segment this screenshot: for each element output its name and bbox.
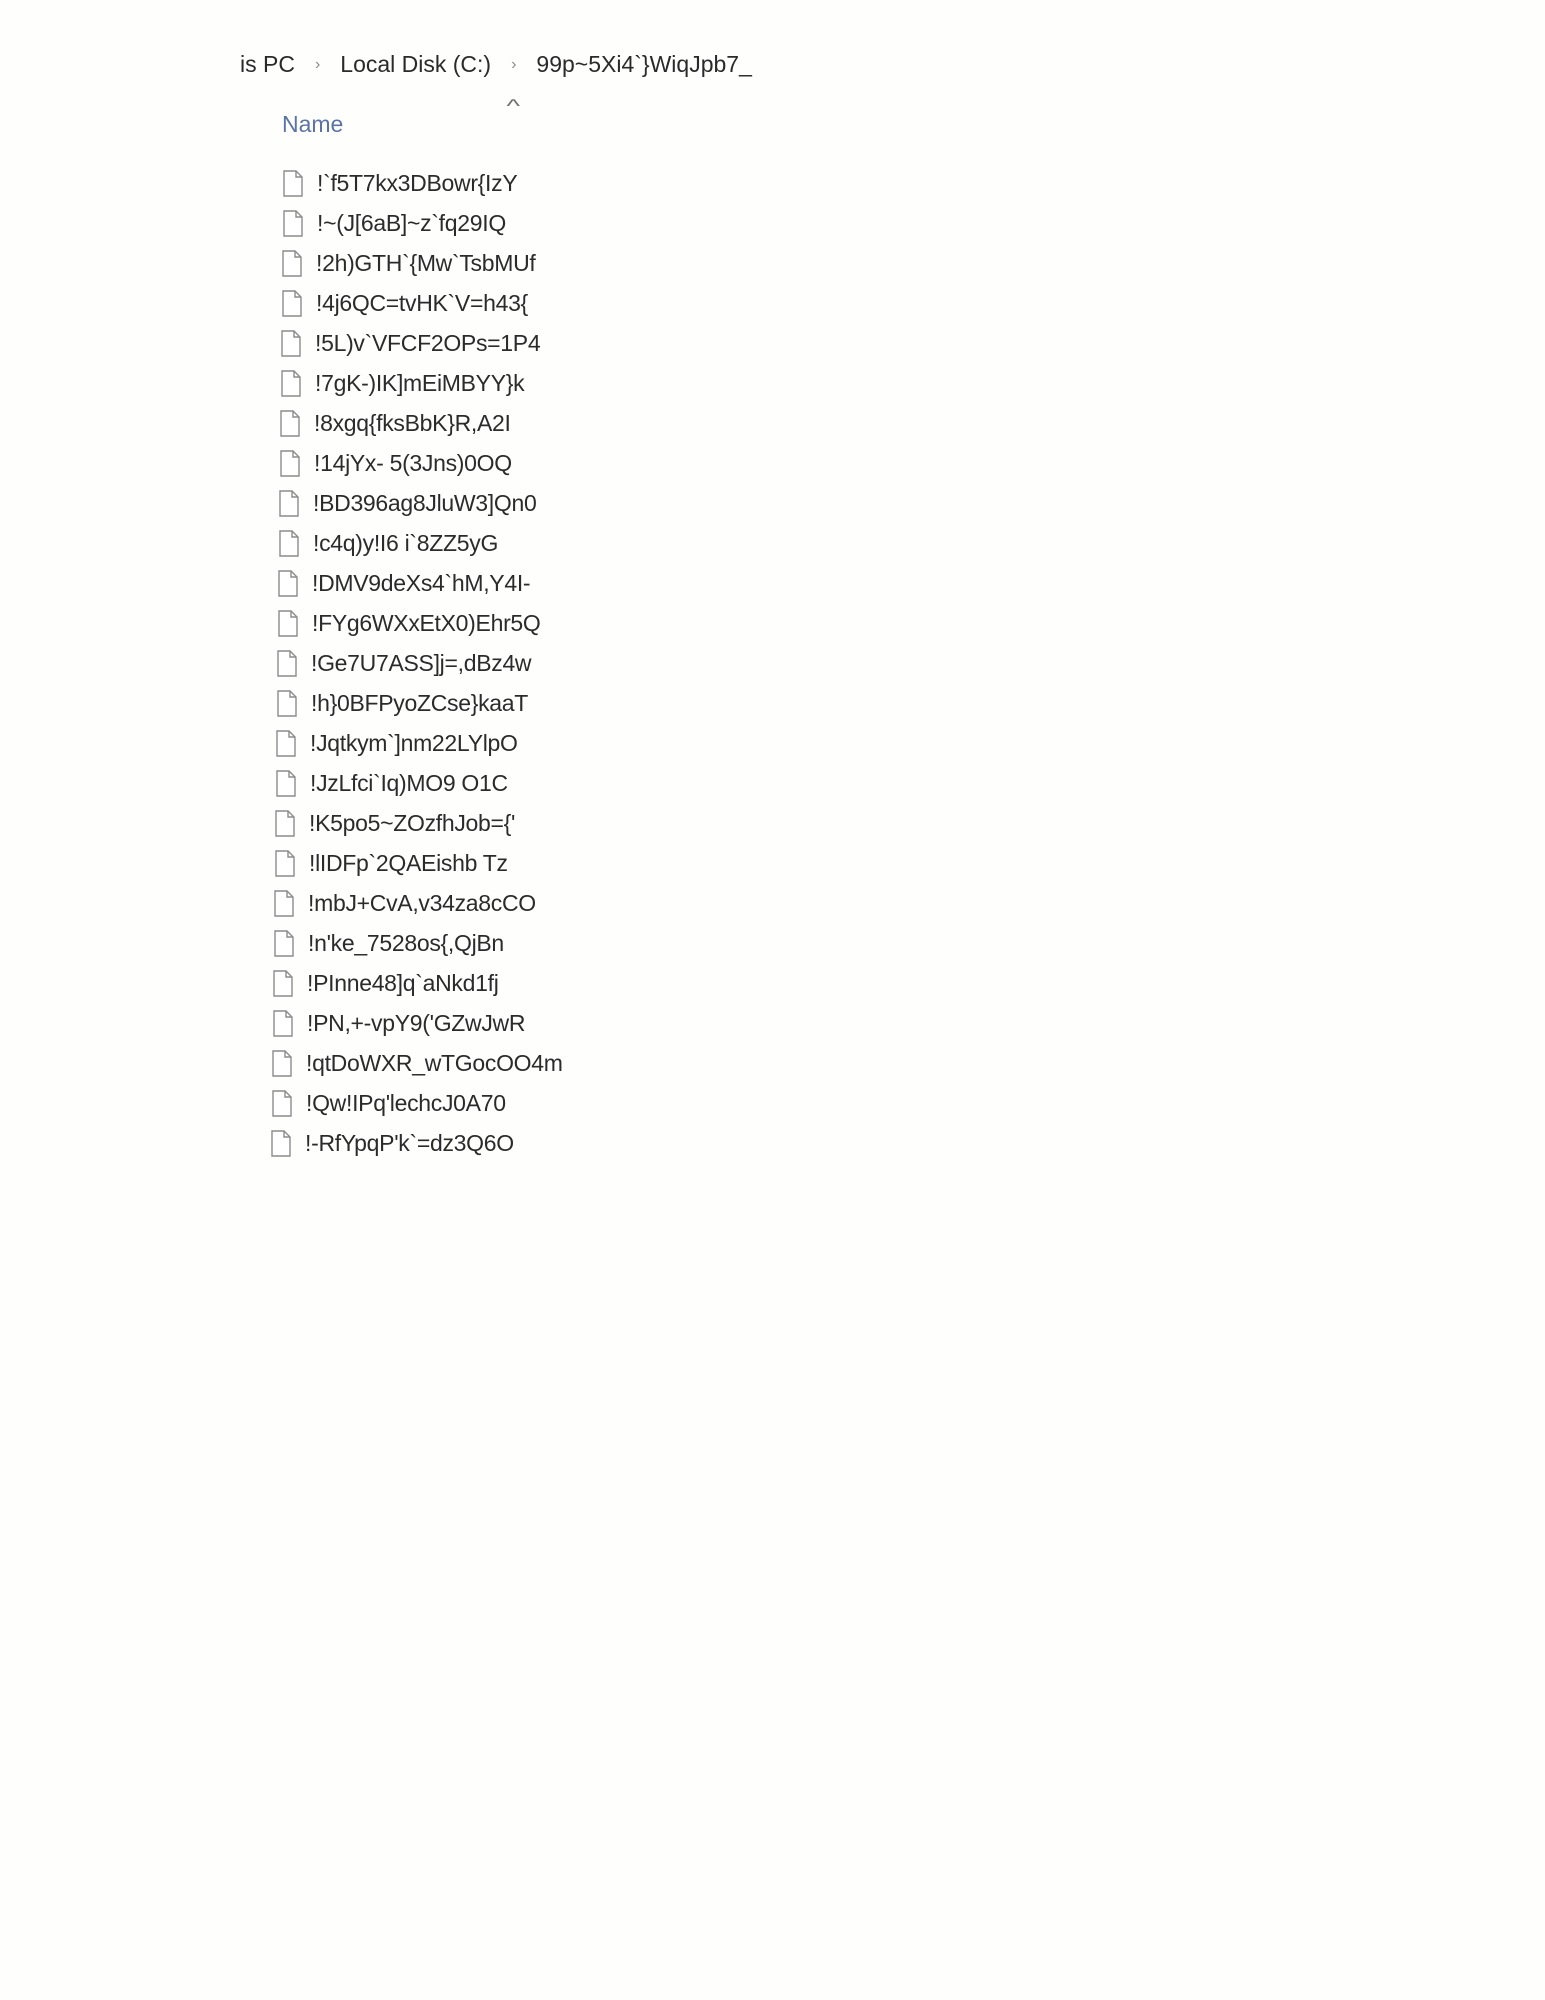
file-name: !Ge7U7ASS]j=,dBz4w (311, 649, 532, 676)
blank-file-icon (280, 410, 300, 437)
file-row[interactable] (280, 403, 563, 443)
file-name: !Qw!IPq'lechcJ0A70 (306, 1089, 506, 1116)
file-name: !PN,+-vpY9('GZwJwR (307, 1009, 526, 1036)
file-row[interactable] (277, 643, 563, 683)
file-row[interactable] (279, 483, 563, 523)
file-name: !Jqtkym`]nm22LYlpO (310, 729, 518, 756)
file-name: !qtDoWXR_wTGocOO4m (306, 1049, 563, 1076)
file-row[interactable] (273, 1003, 563, 1043)
file-row[interactable] (273, 963, 563, 1003)
file-row[interactable] (272, 1083, 563, 1123)
file-row[interactable] (275, 843, 563, 883)
file-list (283, 163, 563, 1163)
file-row[interactable] (283, 203, 563, 243)
file-name: !-RfYpqP'k`=dz3Q6O (305, 1129, 514, 1156)
file-name: !lIDFp`2QAEishb Tz (309, 849, 508, 876)
column-header-name[interactable]: Name (282, 111, 344, 137)
blank-file-icon (283, 170, 303, 197)
blank-file-icon (282, 290, 302, 317)
file-row[interactable] (283, 163, 563, 203)
blank-file-icon (274, 890, 294, 917)
file-name: !4j6QC=tvHK`V=h43{ (316, 289, 528, 316)
breadcrumb (240, 44, 752, 84)
blank-file-icon (281, 330, 301, 357)
file-row[interactable] (274, 883, 563, 923)
breadcrumb-item-this-pc[interactable]: is PC (240, 50, 295, 77)
file-name: !DMV9deXs4`hM,Y4I- (312, 569, 531, 596)
file-name: !FYg6WXxEtX0)Ehr5Q (312, 609, 541, 636)
file-name: !5L)v`VFCF2OPs=1P4 (315, 329, 541, 356)
file-row[interactable] (276, 723, 563, 763)
file-name: !14jYx- 5(3Jns)0OQ (314, 449, 512, 476)
blank-file-icon (278, 570, 298, 597)
file-name: !JzLfci`Iq)MO9 O1C (310, 769, 508, 796)
blank-file-icon (271, 1130, 291, 1157)
blank-file-icon (273, 1010, 293, 1037)
file-row[interactable] (281, 363, 563, 403)
file-row[interactable] (278, 603, 563, 643)
blank-file-icon (277, 690, 297, 717)
file-name: !2h)GTH`{Mw`TsbMUf (316, 249, 536, 276)
blank-file-icon (275, 810, 295, 837)
file-name: !h}0BFPyoZCse}kaaT (311, 689, 529, 716)
file-row[interactable] (281, 323, 563, 363)
blank-file-icon (276, 770, 296, 797)
file-name: !n'ke_7528os{,QjBn (308, 929, 504, 956)
blank-file-icon (274, 930, 294, 957)
file-row[interactable] (279, 523, 563, 563)
sort-ascending-icon: ^ (506, 96, 520, 116)
blank-file-icon (280, 450, 300, 477)
file-name: !c4q)y!I6 i`8ZZ5yG (313, 529, 499, 556)
blank-file-icon (279, 490, 299, 517)
file-row[interactable] (275, 803, 563, 843)
file-row[interactable] (276, 763, 563, 803)
chevron-right-icon: › (511, 56, 517, 73)
file-row[interactable] (271, 1123, 563, 1163)
blank-file-icon (277, 650, 297, 677)
file-row[interactable] (282, 283, 563, 323)
file-name: !K5po5~ZOzfhJob={' (309, 809, 516, 836)
file-row[interactable] (280, 443, 563, 483)
file-name: !PInne48]q`aNkd1fj (307, 969, 499, 996)
file-name: !7gK-)IK]mEiMBYY}k (315, 369, 525, 396)
blank-file-icon (276, 730, 296, 757)
file-row[interactable] (282, 243, 563, 283)
blank-file-icon (282, 250, 302, 277)
file-row[interactable] (278, 563, 563, 603)
file-row[interactable] (274, 923, 563, 963)
file-name: !~(J[6aB]~z`fq29IQ (317, 209, 506, 236)
chevron-right-icon: › (314, 56, 321, 73)
breadcrumb-item-local-disk[interactable]: Local Disk (C:) (340, 50, 492, 77)
blank-file-icon (272, 1090, 292, 1117)
breadcrumb-item-current-folder[interactable]: 99p~5Xi4`}WiqJpb7_ (536, 50, 752, 77)
blank-file-icon (275, 850, 295, 877)
file-name: !8xgq{fksBbK}R,A2I (314, 409, 511, 436)
blank-file-icon (279, 530, 299, 557)
blank-file-icon (278, 610, 298, 637)
blank-file-icon (273, 970, 293, 997)
file-name: !BD396ag8JluW3]Qn0 (313, 489, 537, 516)
file-name: !`f5T7kx3DBowr{IzY (317, 169, 518, 196)
file-row[interactable] (277, 683, 563, 723)
blank-file-icon (272, 1050, 292, 1077)
blank-file-icon (283, 210, 303, 237)
file-row[interactable] (272, 1043, 563, 1083)
file-name: !mbJ+CvA,v34za8cCO (308, 889, 536, 916)
blank-file-icon (281, 370, 301, 397)
